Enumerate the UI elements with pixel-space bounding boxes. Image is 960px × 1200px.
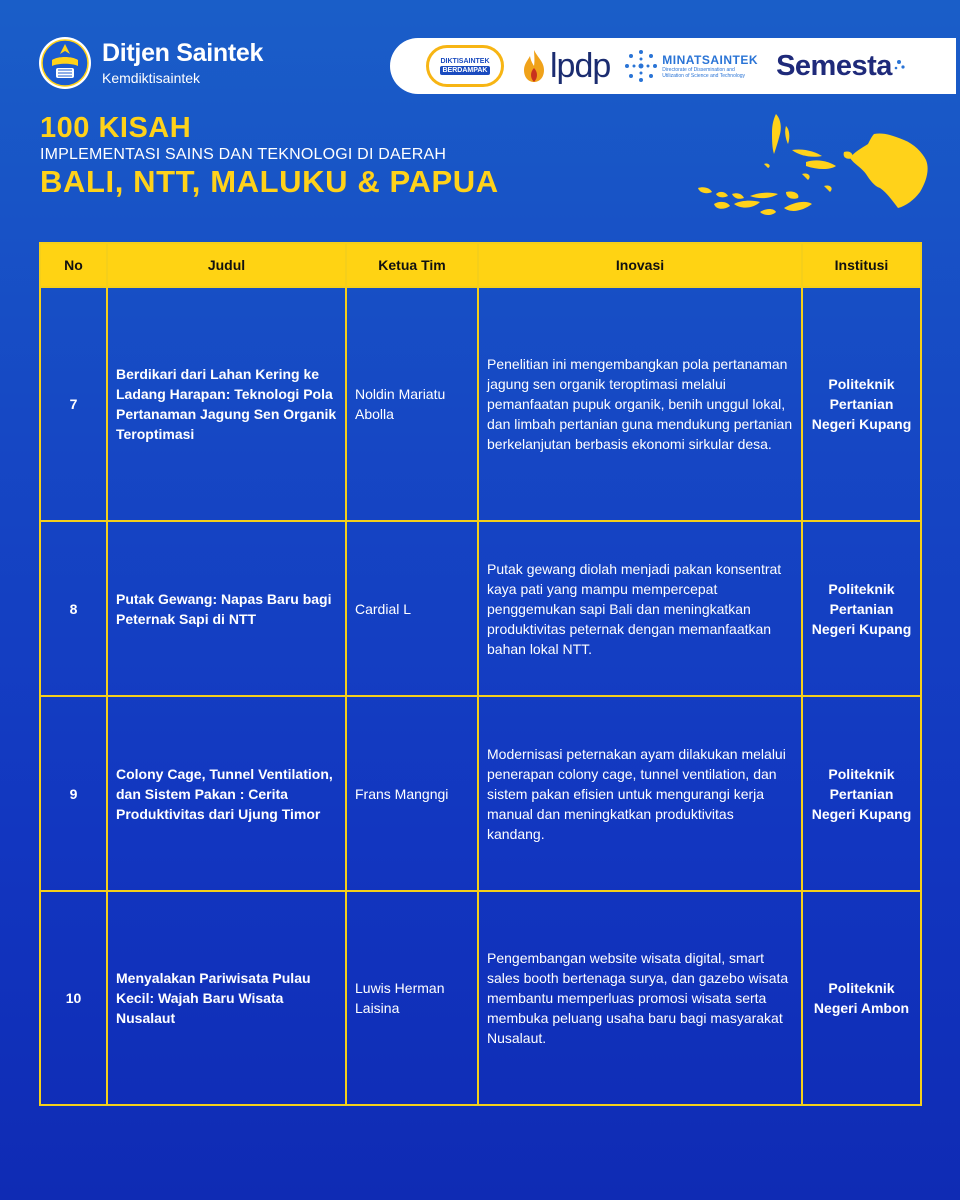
header-no: No bbox=[40, 243, 107, 287]
header-judul: Judul bbox=[107, 243, 346, 287]
cell-no: 9 bbox=[40, 696, 107, 891]
lpdp-logo bbox=[520, 46, 610, 86]
diktisaintek-berdampak-logo bbox=[426, 45, 504, 87]
header-inovasi: Inovasi bbox=[478, 243, 802, 287]
cell-institusi: Politeknik Pertanian Negeri Kupang bbox=[802, 287, 921, 521]
partner-logos-bar bbox=[390, 38, 956, 94]
table-row bbox=[40, 696, 921, 891]
semesta-sparkle-icon bbox=[892, 59, 906, 73]
cell-inovasi: Putak gewang diolah menjadi pakan konsentrat kaya pati yang mampu mempercepat penggemukan sapi Bali dan meningkatkan produktivitas peternak dengan memanfaatkan bahan lokal NTT. bbox=[478, 521, 802, 696]
table-row bbox=[40, 521, 921, 696]
cell-institusi: Politeknik Negeri Ambon bbox=[802, 891, 921, 1105]
kisah-table bbox=[39, 242, 922, 1106]
lpdp-text: lpdp bbox=[550, 47, 611, 85]
cell-inovasi: Pengembangan website wisata digital, smart sales booth bertenaga surya, dan gazebo wisata membantu memperluas promosi wisata serta membuka peluang usaha baru bagi masyarakat Nusalaut. bbox=[478, 891, 802, 1105]
minatsaintek-subtitle: Directorate of Dissemination and Utilization of Science and Technology bbox=[662, 67, 746, 79]
title-100-kisah: 100 KISAH bbox=[40, 112, 192, 144]
table-row bbox=[40, 891, 921, 1105]
cell-ketua-tim: Cardial L bbox=[346, 521, 478, 696]
cell-institusi: Politeknik Pertanian Negeri Kupang bbox=[802, 696, 921, 891]
brand bbox=[38, 36, 263, 90]
brand-subtitle: Kemdiktisaintek bbox=[102, 70, 201, 86]
brand-name: Ditjen Saintek bbox=[102, 39, 264, 67]
header-institusi: Institusi bbox=[802, 243, 921, 287]
eastern-indonesia-map-icon bbox=[694, 104, 934, 224]
cell-no: 7 bbox=[40, 287, 107, 521]
semesta-text: Semesta bbox=[776, 49, 892, 82]
cell-judul: Berdikari dari Lahan Kering ke Ladang Harapan: Teknologi Pola Pertanaman Jagung Sen Organik Teroptimasi bbox=[107, 287, 346, 521]
tut-wuri-handayani-logo-icon bbox=[38, 36, 92, 90]
berdampak-line2: BERDAMPAK bbox=[440, 66, 491, 75]
cell-judul: Putak Gewang: Napas Baru bagi Peternak Sapi di NTT bbox=[107, 521, 346, 696]
cell-institusi: Politeknik Pertanian Negeri Kupang bbox=[802, 521, 921, 696]
cell-ketua-tim: Luwis Herman Laisina bbox=[346, 891, 478, 1105]
title-implementasi: IMPLEMENTASI SAINS DAN TEKNOLOGI DI DAERAH bbox=[40, 146, 447, 163]
berdampak-line1: DIKTISAINTEK bbox=[440, 58, 490, 65]
minatsaintek-title: MINATSAINTEK bbox=[662, 53, 759, 67]
cell-ketua-tim: Noldin Mariatu Abolla bbox=[346, 287, 478, 521]
cell-no: 8 bbox=[40, 521, 107, 696]
minatsaintek-logo bbox=[624, 49, 758, 83]
cell-ketua-tim: Frans Mangngi bbox=[346, 696, 478, 891]
semesta-logo bbox=[776, 50, 906, 83]
minatsaintek-dots-icon bbox=[624, 49, 658, 83]
lpdp-flame-icon bbox=[520, 48, 548, 84]
table-row bbox=[40, 287, 921, 521]
table-header-row bbox=[40, 243, 921, 287]
cell-judul: Menyalakan Pariwisata Pulau Kecil: Wajah Baru Wisata Nusalaut bbox=[107, 891, 346, 1105]
header-ketua-tim: Ketua Tim bbox=[346, 243, 478, 287]
cell-inovasi: Modernisasi peternakan ayam dilakukan melalui penerapan colony cage, tunnel ventilation, dan sistem pakan efisien untuk mengurangi kerja manual dan meningkatkan produktivitas kandang. bbox=[478, 696, 802, 891]
cell-inovasi: Penelitian ini mengembangkan pola pertanaman jagung sen organik teroptimasi melalui pemanfaatan pupuk organik, benih unggul lokal, dan limbah pertanian guna mendukung pertanian berkelanjutan berbasis ekonomi sirkular desa. bbox=[478, 287, 802, 521]
cell-no: 10 bbox=[40, 891, 107, 1105]
cell-judul: Colony Cage, Tunnel Ventilation, dan Sistem Pakan : Cerita Produktivitas dari Ujung Timor bbox=[107, 696, 346, 891]
title-region: BALI, NTT, MALUKU & PAPUA bbox=[40, 164, 499, 199]
